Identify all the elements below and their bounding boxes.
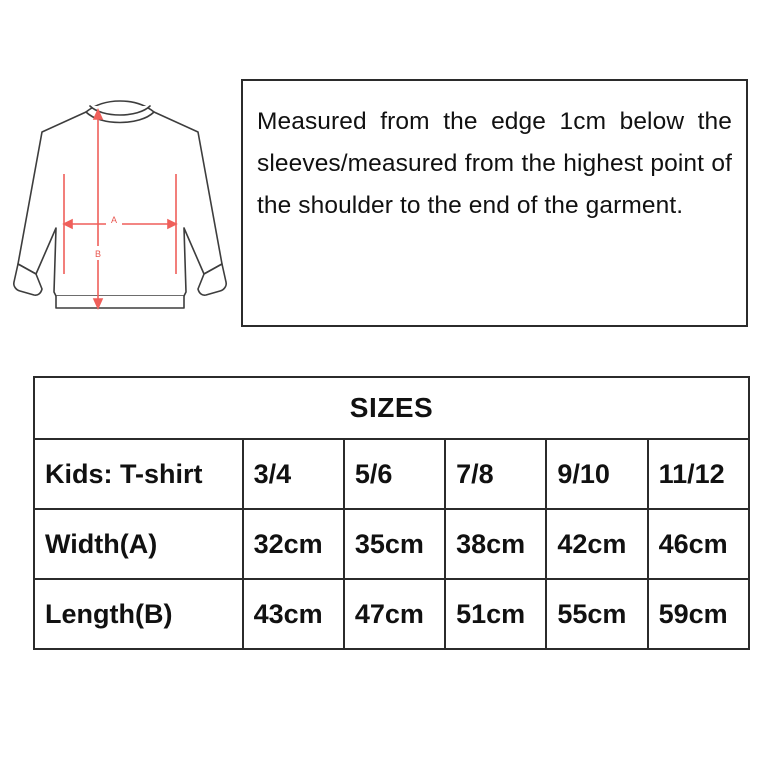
measurement-note-text: Measured from the edge 1cm below the sleeves/measured from the highest point of the shoulder to the end of the garment. (257, 108, 732, 219)
width-value-1: 32cm (243, 509, 344, 579)
table-header-row (34, 439, 749, 509)
length-marker-label: B (94, 249, 102, 259)
width-value-5: 46cm (648, 509, 749, 579)
length-value-5: 59cm (648, 579, 749, 649)
table-title: SIZES (34, 377, 749, 439)
width-marker-label: A (110, 215, 118, 225)
column-header-size-1: 3/4 (243, 439, 344, 509)
length-value-1: 43cm (243, 579, 344, 649)
sweatshirt-outline-icon (8, 78, 232, 322)
measurement-note-box (241, 79, 748, 327)
row-label-length: Length(B) (34, 579, 243, 649)
garment-diagram (8, 78, 232, 322)
column-header-size-2: 5/6 (344, 439, 445, 509)
width-value-4: 42cm (546, 509, 647, 579)
column-header-size-3: 7/8 (445, 439, 546, 509)
table-row (34, 579, 749, 649)
width-value-2: 35cm (344, 509, 445, 579)
length-value-3: 51cm (445, 579, 546, 649)
length-value-4: 55cm (546, 579, 647, 649)
sizes-table (33, 376, 750, 650)
table-row (34, 509, 749, 579)
length-value-2: 47cm (344, 579, 445, 649)
row-label-width: Width(A) (34, 509, 243, 579)
table-title-row (34, 377, 749, 439)
column-header-size-4: 9/10 (546, 439, 647, 509)
column-header-kids-tshirt: Kids: T-shirt (34, 439, 243, 509)
column-header-size-5: 11/12 (648, 439, 749, 509)
top-section (0, 0, 760, 356)
width-value-3: 38cm (445, 509, 546, 579)
